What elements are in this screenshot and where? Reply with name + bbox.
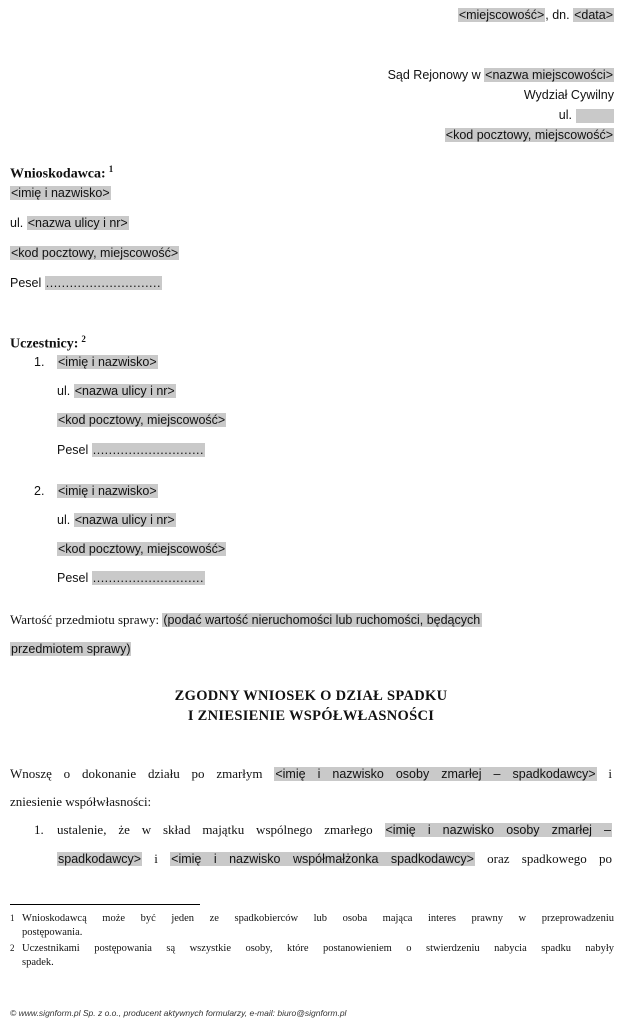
footnote-1-marker: 1 [10, 913, 15, 923]
value-line-2 [10, 641, 131, 657]
footnote-1-line-1: Wnioskodawcą może być jeden ze spadkobierców lub osoba mająca interes prawny w przeprowadzeniu [22, 913, 614, 924]
item-1-deceased-placeholder-part-1[interactable]: <imię i nazwisko osoby zmarłej – [385, 823, 611, 837]
participant-2-name-placeholder[interactable]: <imię i nazwisko> [58, 484, 157, 498]
applicant-street-label: ul. [10, 216, 27, 230]
participant-2-name-line [57, 484, 158, 498]
place-date-line [458, 8, 614, 22]
participant-1-pesel-field[interactable]: ............................ [92, 443, 204, 457]
court-postal-line [445, 128, 614, 142]
applicant-pesel-field[interactable]: ............................. [45, 276, 161, 290]
document-title-line-1: ZGODNY WNIOSEK O DZIAŁ SPADKU [174, 688, 448, 704]
court-postal-placeholder[interactable]: <kod pocztowy, miejscowość> [445, 128, 613, 142]
participant-1-street-label: ul. [57, 384, 74, 398]
value-placeholder-part-2[interactable]: przedmiotem sprawy) [11, 642, 131, 656]
page-footer: © www.signform.pl Sp. z o.o., producent aktywnych formularzy, e-mail: biuro@signform.pl [10, 1008, 347, 1018]
body-item-1-conj: i [142, 851, 171, 866]
footnote-ref-2: 2 [81, 334, 86, 344]
footnote-ref-1: 1 [108, 164, 114, 174]
deceased-name-placeholder[interactable]: <imię i nazwisko osoby zmarłej – spadkodawcy> [275, 767, 596, 781]
body-item-1-line-2 [57, 851, 612, 867]
value-line-1 [10, 612, 482, 628]
applicant-name-line [10, 186, 111, 200]
participant-1-postal-placeholder[interactable]: <kod pocztowy, miejscowość> [58, 413, 226, 427]
value-placeholder-part-1[interactable]: (podać wartość nieruchomości lub ruchomości, będących [163, 613, 481, 627]
footnote-1-line-2: postępowania. [22, 927, 83, 938]
body-paragraph-line-2: zniesienie współwłasności: [10, 794, 152, 809]
participants-label: Uczestnicy: [10, 336, 79, 352]
participant-2-pesel-label: Pesel [57, 571, 92, 585]
body-intro-suffix: i [596, 766, 612, 781]
court-street-label: ul. [558, 108, 572, 122]
place-placeholder[interactable]: <miejscowość> [458, 8, 545, 22]
court-division: Wydział Cywilny [523, 88, 614, 102]
body-intro-text: Wnoszę o dokonanie działu po zmarłym [10, 766, 275, 781]
participant-1-postal-line [57, 413, 226, 427]
applicant-name-placeholder[interactable]: <imię i nazwisko> [11, 186, 110, 200]
participant-1-pesel-label: Pesel [57, 443, 92, 457]
value-label: Wartość przedmiotu sprawy: [10, 612, 163, 627]
participants-heading [10, 334, 86, 352]
applicant-pesel-line [10, 276, 162, 290]
participant-2-number: 2. [34, 484, 45, 498]
participant-1-street-line [57, 384, 176, 398]
spouse-name-placeholder[interactable]: <imię i nazwisko współmałżonka spadkodawcy> [171, 852, 474, 866]
participant-1-name-line [57, 355, 158, 369]
participant-1-number: 1. [34, 355, 45, 369]
court-street-placeholder[interactable] [576, 109, 614, 123]
date-placeholder[interactable]: <data> [574, 8, 613, 22]
applicant-label: Wnioskodawca: [10, 166, 106, 182]
footnote-2-line-2: spadek. [22, 957, 54, 968]
footnote-2-line-1: Uczestnikami postępowania są wszystkie osoby, które postanowieniem o stwierdzeniu nabycia spadku nabyły [22, 943, 614, 954]
applicant-pesel-label: Pesel [10, 276, 45, 290]
body-item-1-suffix: oraz spadkowego po [474, 851, 613, 866]
footnote-2-marker: 2 [10, 943, 15, 953]
body-paragraph-line-1 [10, 766, 612, 782]
applicant-heading [10, 164, 113, 182]
document-title-line-2: I ZNIESIENIE WSPÓŁWŁASNOŚCI [187, 708, 435, 724]
applicant-postal-line [10, 246, 179, 260]
court-name-prefix: Sąd Rejonowy w [387, 68, 485, 82]
participant-2-pesel-field[interactable]: ............................ [92, 571, 204, 585]
court-city-placeholder[interactable]: <nazwa miejscowości> [485, 68, 613, 82]
footnote-2-number [10, 942, 15, 960]
participant-1-pesel-line [57, 443, 205, 457]
participant-2-street-line [57, 513, 176, 527]
participant-2-postal-placeholder[interactable]: <kod pocztowy, miejscowość> [58, 542, 226, 556]
participant-1-name-placeholder[interactable]: <imię i nazwisko> [58, 355, 157, 369]
date-separator: , dn. [545, 8, 574, 22]
body-item-1-number: 1. [34, 822, 44, 837]
footnote-1-number [10, 912, 15, 930]
footnote-separator [10, 904, 200, 905]
participant-1-street-placeholder[interactable]: <nazwa ulicy i nr> [74, 384, 175, 398]
applicant-street-line [10, 216, 129, 230]
body-item-1-line-1 [57, 822, 612, 838]
applicant-postal-placeholder[interactable]: <kod pocztowy, miejscowość> [11, 246, 179, 260]
court-street-line [559, 108, 614, 123]
participant-2-postal-line [57, 542, 226, 556]
participant-2-street-placeholder[interactable]: <nazwa ulicy i nr> [74, 513, 175, 527]
participant-2-street-label: ul. [57, 513, 74, 527]
applicant-street-placeholder[interactable]: <nazwa ulicy i nr> [27, 216, 128, 230]
participant-2-pesel-line [57, 571, 205, 585]
body-item-1-text: ustalenie, że w skład majątku wspólnego zmarłego [57, 822, 385, 837]
court-line-1 [388, 68, 614, 82]
item-1-deceased-placeholder-part-2[interactable]: spadkodawcy> [58, 852, 142, 866]
